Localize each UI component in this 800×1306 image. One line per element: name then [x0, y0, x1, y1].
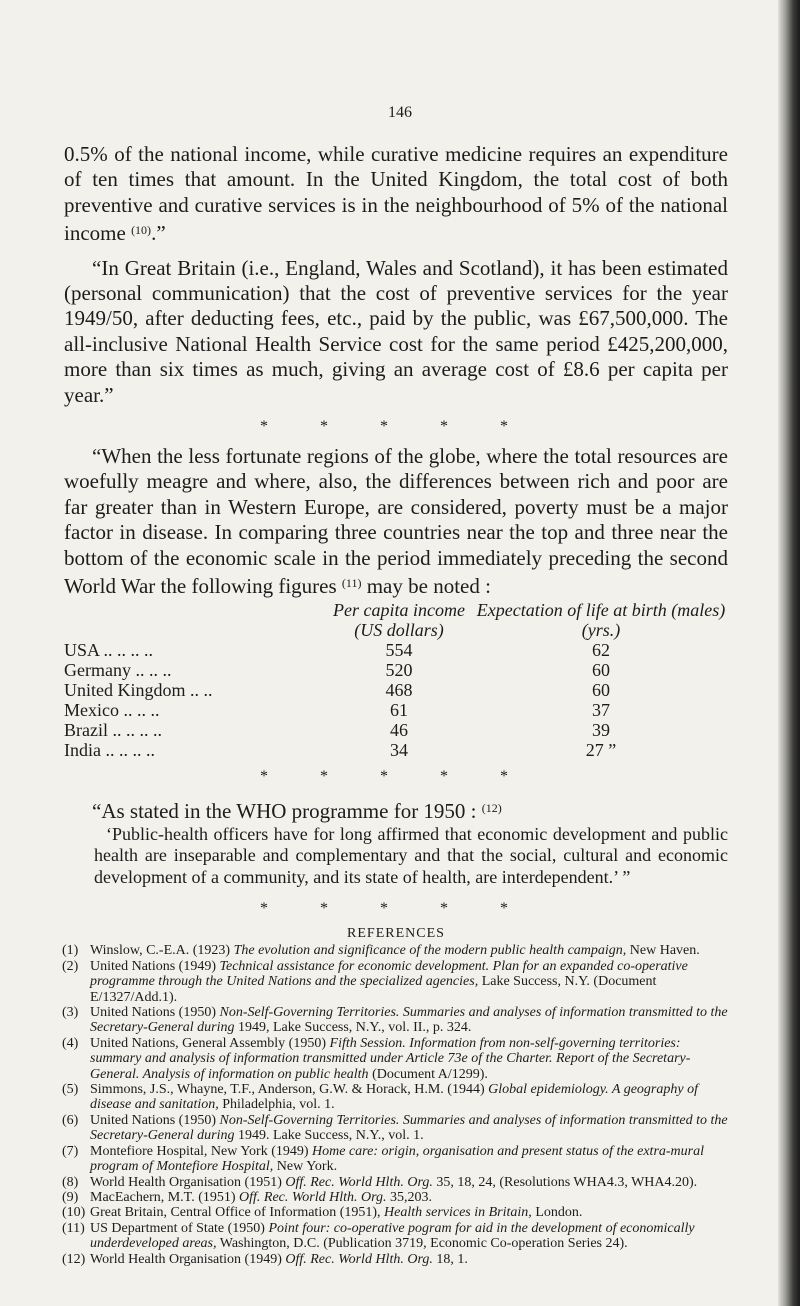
life-expectancy-cell: 27 ” — [585, 739, 617, 760]
references-list — [64, 943, 728, 1267]
section-separator: * * * * * — [260, 767, 532, 785]
footnote-ref-11: (11) — [341, 576, 362, 591]
reference-item: (5) Simmons, J.S., Whayne, T.F., Anderson, G.W. & Horack, H.M. (1944) Global epidemiology. A geography of disease and sanitation, Philadelphia, vol. 1. — [62, 1082, 698, 1113]
reference-item: (8) World Health Organisation (1951) Off. Rec. World Hlth. Org. 35, 18, 24, (Resolutions WHA4.3, WHA4.20). — [62, 1174, 698, 1190]
paragraph-poverty: “When the less fortunate regions of the globe, where the total resources are woefully meagre and where, also, the differences between rich and poor are far greater than in Western Europe, are considered, poverty must be a major factor in disease. In comparing three countries near the top and three near the bottom of the economic scale in the period immediately preceding the second World War the following figures $^{(11)}$ may be noted : — [64, 444, 728, 599]
paragraph-cost-ratio: 0.5% of the national income, while curative medicine requires an expenditure of ten times that amount. In the United Kingdom, the total cost of both preventive and curative services is in the neighbourhood of 5% of the national income $^{(10)}$.” — [64, 142, 728, 246]
page-number: 146 — [388, 104, 412, 121]
reference-item: (3) United Nations (1950) Non-Self-Governing Territories. Summaries and analyses of information transmitted to the Secretary-General during 1949, Lake Success, N.Y., vol. II., p. 324. — [62, 1005, 728, 1036]
references-heading: REFERENCES — [347, 926, 445, 942]
income-cell: 554 — [385, 639, 413, 660]
country-cell: India .. .. .. .. — [64, 739, 155, 760]
column-header-life-expectancy: Expectation of life at birth (males) (yrs.) — [476, 599, 726, 640]
table-row — [64, 640, 728, 660]
country-cell: Germany .. .. .. — [64, 659, 172, 680]
section-separator: * * * * * — [260, 900, 532, 918]
reference-item: (9) MacEachern, M.T. (1951) Off. Rec. World Hlth. Org. 35,203. — [62, 1189, 433, 1205]
page-content — [64, 142, 728, 1267]
reference-item: (6) United Nations (1950) Non-Self-Governing Territories. Summaries and analyses of information transmitted to the Secretary-General during 1949. Lake Success, N.Y., vol. 1. — [62, 1112, 728, 1144]
country-cell: United Kingdom .. .. — [64, 679, 213, 700]
footnote-ref-12: (12) — [481, 800, 502, 815]
reference-item: (1) Winslow, C.-E.A. (1923) The evolution and significance of the modern public health campaign, New Haven. — [62, 943, 700, 959]
reference-item: (12) World Health Organisation (1949) Off. Rec. World Hlth. Org. 18, 1. — [62, 1251, 468, 1267]
footnote-ref-10: (10) — [131, 223, 152, 238]
book-binding-shadow — [778, 0, 800, 1306]
paragraph-who-programme: “As stated in the WHO programme for 1950 : $^{(12)}$ — [92, 798, 502, 823]
life-expectancy-cell: 37 — [592, 699, 610, 720]
column-header-income: Per capita income (US dollars) — [333, 599, 465, 640]
income-cell: 61 — [390, 699, 408, 720]
income-cell: 46 — [390, 719, 408, 740]
income-cell: 520 — [385, 659, 413, 680]
block-quote: ‘Public-health officers have for long affirmed that economic development and public health are inseparable and complementary and that the social, cultural and economic development of a community, and its state of health, are interdependent.’ ” — [94, 823, 728, 887]
reference-item: (11) US Department of State (1950) Point four: co-operative pogram for aid in the development of economically underdeveloped areas, Washington, D.C. (Publication 3719, Economic Co-operation Series 24). — [62, 1220, 695, 1252]
life-expectancy-cell: 39 — [592, 719, 610, 740]
income-cell: 468 — [385, 679, 413, 700]
reference-item: (10) Great Britain, Central Office of Information (1951), Health services in Britain, London. — [62, 1205, 583, 1221]
table-row — [64, 680, 728, 700]
table-header-row — [64, 600, 728, 640]
income-cell: 34 — [390, 739, 408, 760]
table-row — [64, 660, 728, 680]
table-row — [64, 720, 728, 740]
reference-item: (7) Montefiore Hospital, New York (1949) Home care: origin, organisation and present status of the extra-mural program of Montefiore Hospital, New York. — [62, 1143, 704, 1175]
table-row — [64, 740, 728, 760]
reference-item: (2) United Nations (1949) Technical assistance for economic development. Plan for an expanded co-operative programme through the United Nations and the specialized agencies, Lake Success, N.Y. (Document E/1327/Add.1). — [62, 958, 688, 1005]
reference-item: (4) United Nations, General Assembly (1950) Fifth Session. Information from non-self-governing territories: summary and analysis of information transmitted under Article 73e of the Charter. Report of the Secretary-General. Analysis of information on public health (Document A/1299). — [62, 1035, 691, 1082]
life-expectancy-cell: 60 — [592, 679, 610, 700]
life-expectancy-cell: 60 — [592, 659, 610, 680]
income-life-table — [64, 600, 728, 760]
section-separator: * * * * * — [260, 418, 532, 436]
table-row — [64, 700, 728, 720]
paragraph-great-britain: “In Great Britain (i.e., England, Wales and Scotland), it has been estimated (personal communication) that the cost of preventive services for the year 1949/50, after deducting fees, etc., paid by the public, was £67,500,000. The all-inclusive National Health Service cost for the same period £425,200,000, more than six times as much, giving an average cost of £8.6 per capita per year.” — [64, 255, 728, 407]
country-cell: Mexico .. .. .. — [64, 699, 160, 720]
country-cell: USA .. .. .. .. — [64, 639, 154, 660]
country-cell: Brazil .. .. .. .. — [64, 719, 162, 740]
life-expectancy-cell: 62 — [592, 639, 610, 660]
